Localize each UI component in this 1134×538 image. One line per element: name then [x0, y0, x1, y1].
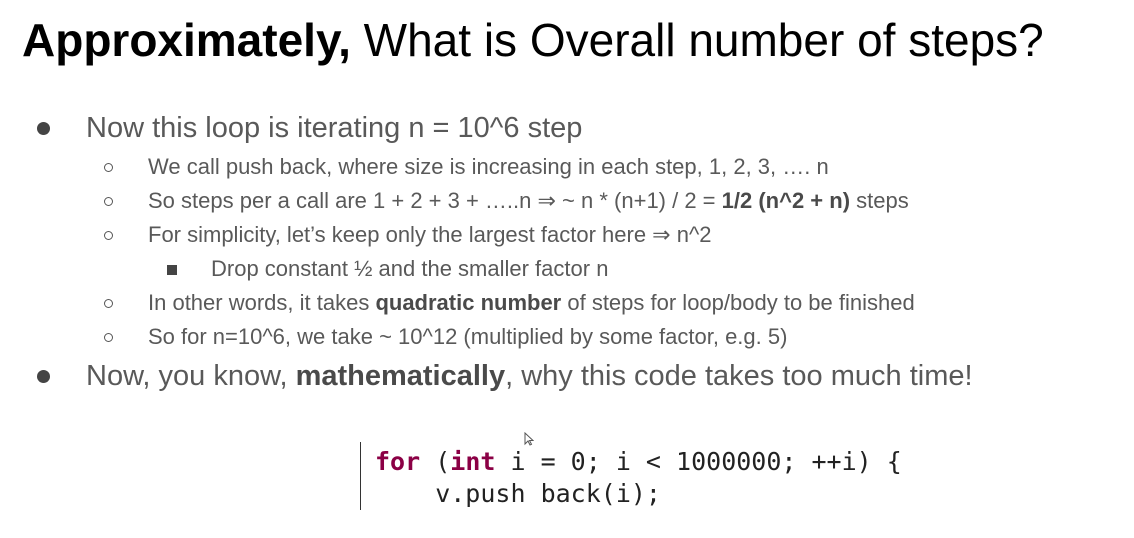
tertiary-bullet-drop-constant: Drop constant ½ and the smaller factor n — [211, 256, 609, 281]
bullet-square-icon — [167, 265, 177, 275]
keyword-for: for — [375, 447, 421, 476]
quadratic-bold: quadratic number — [375, 290, 562, 315]
code-line-2: v.push back(i); — [375, 479, 661, 508]
steps-formula: 1/2 (n^2 + n) — [721, 188, 851, 213]
quadratic-post: of steps for loop/body to be finished — [561, 290, 915, 315]
math-bold: mathematically — [295, 360, 506, 392]
sub-bullet-push-back: We call push back, where size is increasing in each step, 1, 2, 3, …. n — [148, 154, 829, 179]
bullet-circle-icon — [104, 163, 113, 172]
math-pre: Now, you know, — [86, 360, 296, 392]
steps-per-call-text: So steps per a call are 1 + 2 + 3 + …..n ⇒ ~ n * (n+1) / 2 = — [148, 188, 722, 213]
bullet-circle-icon — [104, 197, 113, 206]
code-line-1 — [375, 446, 902, 478]
bullet-circle-icon — [104, 299, 113, 308]
sub-bullet-steps-per-call — [148, 187, 909, 215]
sub-bullet-ten-to-twelve: So for n=10^6, we take ~ 10^12 (multiplied by some factor, e.g. 5) — [148, 324, 788, 349]
code-snippet — [360, 442, 981, 510]
math-post: , why this code takes too much time! — [505, 360, 973, 392]
title-bold: Approximately, — [22, 14, 351, 66]
bullet-circle-icon — [104, 333, 113, 342]
quadratic-pre: In other words, it takes — [148, 290, 376, 315]
bullet-circle-icon — [104, 231, 113, 240]
slide-title — [22, 12, 1044, 68]
code-loop-header: i = 0; i < 1000000; ++i) { — [495, 447, 902, 476]
bullet-disc-icon — [37, 122, 50, 135]
code-paren: ( — [420, 447, 451, 476]
mouse-cursor-icon — [524, 432, 534, 446]
title-rest: What is Overall number of steps? — [350, 14, 1044, 66]
bullet-mathematically — [86, 359, 973, 393]
bullet-disc-icon — [37, 370, 50, 383]
steps-suffix: steps — [850, 188, 909, 213]
bullet-loop-iterating: Now this loop is iterating n = 10^6 step — [86, 112, 583, 144]
sub-bullet-simplicity: For simplicity, let’s keep only the largest factor here ⇒ n^2 — [148, 222, 712, 247]
keyword-int: int — [450, 447, 496, 476]
sub-bullet-quadratic — [148, 289, 915, 317]
